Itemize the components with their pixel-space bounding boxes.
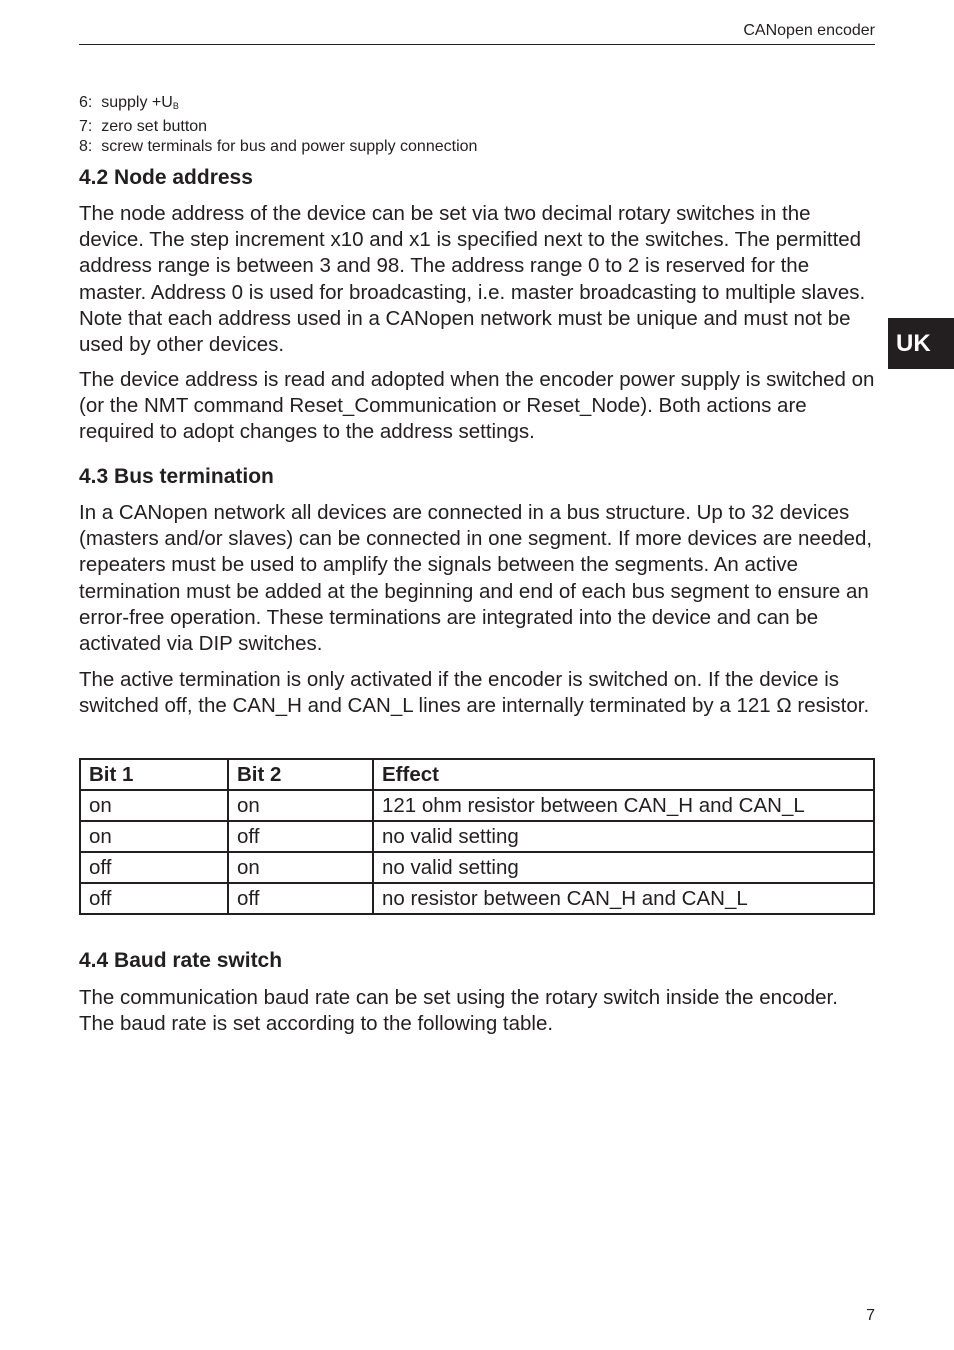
column-header-bit1: Bit 1: [80, 759, 228, 790]
language-tab-uk: UK: [888, 318, 954, 369]
legend-number: 7:: [79, 117, 93, 135]
column-header-effect: Effect: [373, 759, 874, 790]
legend-text: screw terminals for bus and power supply connection: [101, 138, 478, 155]
table-row: [80, 852, 874, 883]
paragraph: The node address of the device can be set via two decimal rotary switches in the device. The step increment x10 and x1 is specified next to the switches. The permitted address range is between 3 and 98. The address range 0 to 2 is reserved for the master. Address 0 is used for broadcasting, i.e. master broadcasting to multiple slaves. Note that each address used in a CANopen network must be unique and must not be used by other devices.: [79, 202, 866, 357]
table-cell: 121 ohm resistor between CAN_H and CAN_L: [373, 790, 874, 821]
legend-item-7: [79, 117, 875, 138]
paragraph: The active termination is only activated if the encoder is switched on. If the device is switched off, the CAN_H and CAN_L lines are internally terminated by a 121 Ω resistor.: [79, 668, 870, 718]
table-row: [80, 790, 874, 821]
paragraph: The communication baud rate can be set using the rotary switch inside the encoder. The baud rate is set according to the following table.: [79, 986, 838, 1036]
paragraph: The device address is read and adopted when the encoder power supply is switched on (or the NMT command Reset_Communication or Reset_Node). Both actions are required to adopt changes to the address settings.: [79, 368, 875, 444]
running-header: CANopen encoder: [743, 22, 875, 39]
table-cell: on: [80, 790, 228, 821]
table-cell: on: [228, 790, 373, 821]
legend-subscript: B: [172, 101, 179, 111]
table-cell: no valid setting: [373, 821, 874, 852]
header-rule: [79, 44, 875, 45]
legend-number: 6:: [79, 94, 93, 111]
page-number: 7: [866, 1307, 875, 1324]
table-cell: off: [228, 821, 373, 852]
table-cell: no resistor between CAN_H and CAN_L: [373, 883, 874, 914]
legend-list: [79, 93, 875, 158]
paragraph: In a CANopen network all devices are connected in a bus structure. Up to 32 devices (masters and/or slaves) can be connected in one segment. If more devices are needed, repeaters must be used to amplify the signals between the segments. An active termination must be added at the beginning and end of each bus segment to ensure an error-free operation. These terminations are integrated into the device and can be activated via DIP switches.: [79, 501, 873, 656]
table-cell: off: [80, 852, 228, 883]
bus-termination-body-2: [79, 667, 875, 719]
table-cell: on: [80, 821, 228, 852]
bus-termination-body: [79, 500, 875, 657]
termination-table: [79, 758, 875, 915]
table-cell: off: [228, 883, 373, 914]
table-cell: no valid setting: [373, 852, 874, 883]
column-header-bit2: Bit 2: [228, 759, 373, 790]
section-heading: 4.4 Baud rate switch: [79, 949, 283, 972]
legend-text: supply +U: [101, 94, 173, 111]
legend-item-8: [79, 137, 875, 158]
section-heading: 4.2 Node address: [79, 166, 253, 189]
table-cell: off: [80, 883, 228, 914]
baud-rate-body: [79, 985, 875, 1037]
legend-number: 8:: [79, 138, 93, 155]
section-heading: 4.3 Bus termination: [79, 465, 274, 488]
section-node-address: [79, 165, 875, 191]
table-row: [80, 883, 874, 914]
legend-text: zero set button: [101, 117, 208, 135]
section-bus-termination: [79, 464, 875, 490]
table-header-row: [80, 759, 874, 790]
node-address-body-2: [79, 367, 875, 446]
section-baud-rate: [79, 948, 875, 974]
table-cell: on: [228, 852, 373, 883]
table-row: [80, 821, 874, 852]
legend-item-6: [79, 93, 875, 117]
node-address-body: [79, 201, 875, 358]
